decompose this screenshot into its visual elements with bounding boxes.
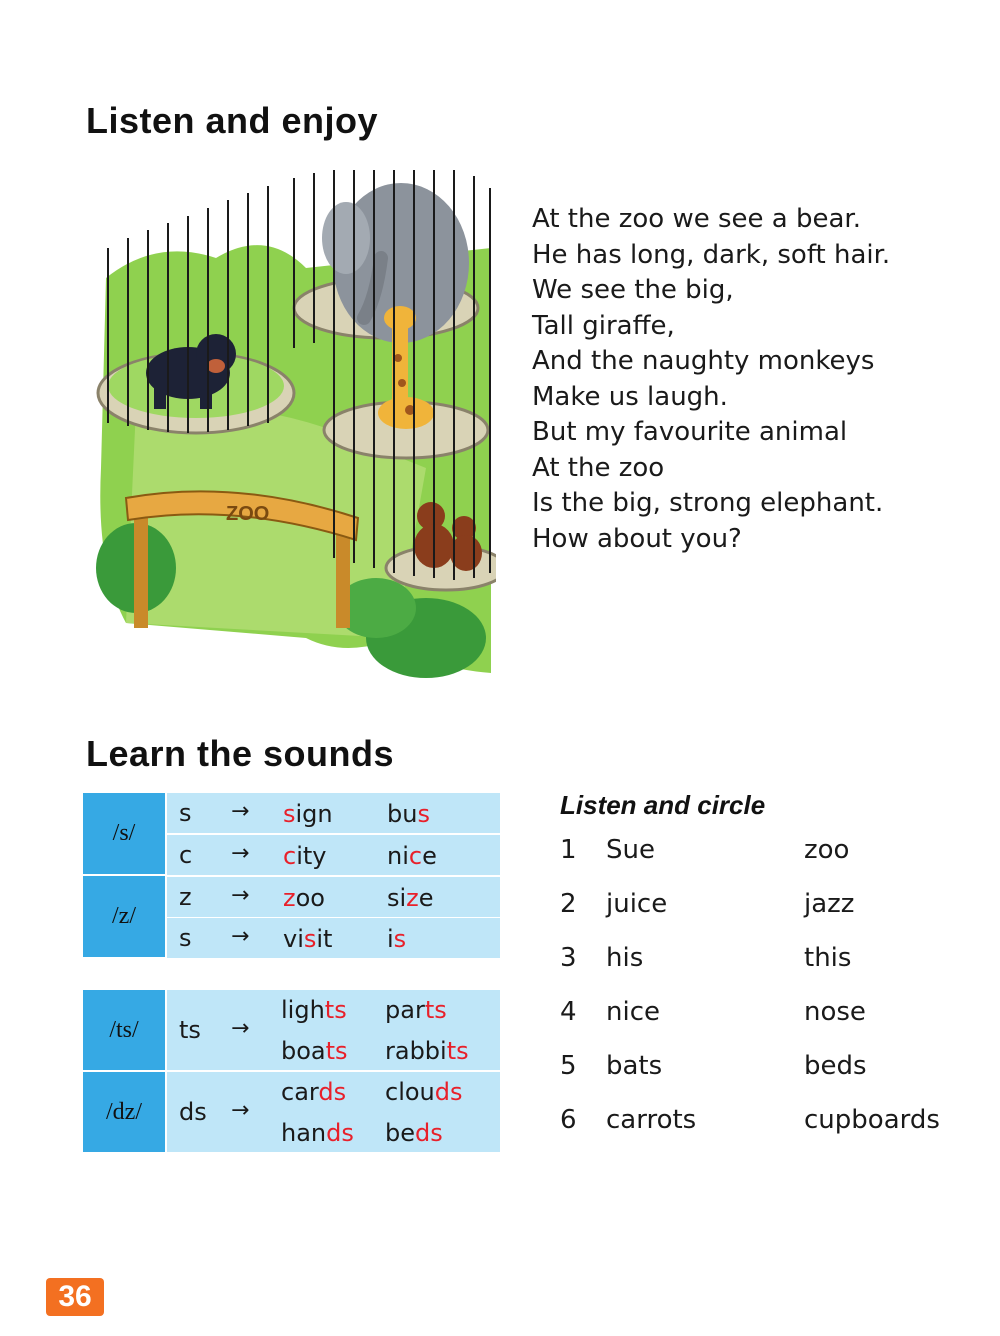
arrow-icon: →: [231, 841, 250, 866]
word-part: clou: [385, 1078, 435, 1106]
word-option-a: bats: [606, 1051, 663, 1081]
example-word: [281, 996, 347, 1024]
word-part: oo: [295, 884, 325, 912]
item-number: 1: [560, 835, 577, 865]
word-part: car: [281, 1078, 319, 1106]
example-word: [387, 842, 437, 870]
item-number: 3: [560, 943, 577, 973]
example-word: [281, 1119, 354, 1147]
example-word: [385, 996, 447, 1024]
word-option-a: his: [606, 943, 644, 973]
word-part: ds: [434, 1078, 463, 1106]
example-word: [283, 925, 332, 953]
word-part: bu: [387, 800, 418, 828]
word-part: rabbi: [385, 1037, 447, 1065]
example-word: [281, 1078, 346, 1106]
example-word: [283, 884, 325, 912]
example-word: [387, 925, 406, 953]
item-number: 5: [560, 1051, 577, 1081]
table-row: [167, 918, 500, 958]
word-option-a: carrots: [606, 1105, 697, 1135]
arrow-icon: →: [231, 799, 250, 824]
table-row: [167, 877, 500, 917]
poem-line: At the zoo we see a bear.: [532, 204, 861, 234]
poem-line: Is the big, strong elephant.: [532, 488, 884, 518]
word-option-b: zoo: [804, 835, 850, 865]
letter-cell: ds: [179, 1098, 207, 1126]
example-word: [283, 842, 326, 870]
letter-cell: c: [179, 841, 193, 869]
poem-line: Tall giraffe,: [532, 310, 675, 341]
word-part: ts: [325, 1037, 348, 1065]
word-part: i: [387, 925, 394, 953]
word-part: ni: [387, 842, 409, 870]
word-part: boa: [281, 1037, 326, 1065]
word-part: ign: [295, 800, 333, 828]
poem-line: How about you?: [532, 523, 742, 554]
word-part: e: [418, 884, 434, 912]
word-part: be: [385, 1119, 415, 1147]
poem-line: Make us laugh.: [532, 381, 728, 412]
letter-cell: z: [179, 883, 192, 911]
phoneme-cell: /s/: [83, 793, 165, 874]
word-part: s: [393, 925, 407, 953]
word-part: ds: [326, 1119, 354, 1147]
word-part: han: [281, 1119, 327, 1147]
example-word: [385, 1037, 469, 1065]
example-word: [387, 800, 430, 828]
poem: [532, 202, 890, 557]
word-option-b: beds: [804, 1051, 867, 1081]
letter-cell: s: [179, 924, 192, 952]
item-number: 2: [560, 889, 577, 919]
arrow-icon: →: [231, 924, 250, 949]
word-option-a: Sue: [606, 835, 655, 865]
item-number: 4: [560, 997, 577, 1027]
poem-line: We see the big,: [532, 275, 734, 305]
poem-line: At the zoo: [532, 452, 665, 483]
word-option-b: nose: [804, 997, 866, 1027]
word-option-b: cupboards: [804, 1105, 940, 1135]
word-part: ligh: [281, 996, 325, 1024]
word-part: ds: [415, 1119, 443, 1147]
word-option-a: juice: [606, 889, 668, 919]
sounds-table-ts-dz: [83, 990, 500, 1154]
word-part: s: [303, 925, 317, 953]
poem-line: But my favourite animal: [532, 417, 848, 447]
poem-line: And the naughty monkeys: [532, 346, 875, 376]
word-option-a: nice: [606, 997, 660, 1027]
word-part: vi: [283, 925, 304, 953]
item-number: 6: [560, 1105, 577, 1135]
arrow-icon: →: [231, 883, 250, 908]
svg-text:ZOO: ZOO: [226, 503, 270, 525]
word-part: ity: [296, 842, 327, 870]
word-part: c: [408, 842, 423, 870]
word-part: z: [406, 884, 419, 912]
word-part: ts: [324, 996, 347, 1024]
listen-and-circle-title: Listen and circle: [560, 790, 766, 820]
phoneme-cell: /z/: [83, 876, 165, 957]
word-part: it: [316, 925, 333, 953]
poem-line: He has long, dark, soft hair.: [532, 239, 891, 270]
table-row: [167, 835, 500, 875]
example-word: [387, 884, 434, 912]
word-part: ts: [424, 996, 447, 1024]
word-option-b: jazz: [804, 889, 855, 919]
phoneme-cell: /dz/: [83, 1072, 165, 1152]
example-word: [283, 800, 333, 828]
letter-cell: ts: [179, 1016, 201, 1044]
sounds-table-s-z: [83, 793, 500, 959]
heading-listen-and-enjoy: Listen and enjoy: [86, 100, 379, 141]
word-option-b: this: [804, 943, 852, 973]
arrow-icon: →: [231, 1098, 250, 1123]
example-word: [385, 1119, 443, 1147]
table-row: [167, 793, 500, 833]
word-part: s: [417, 800, 430, 828]
word-part: s: [283, 800, 296, 828]
phoneme-cell: /ts/: [83, 990, 165, 1070]
page-number-badge: 36: [46, 1278, 104, 1316]
arrow-icon: →: [231, 1016, 250, 1041]
letter-cell: s: [179, 799, 192, 827]
word-part: z: [283, 884, 296, 912]
word-part: e: [422, 842, 437, 870]
zoo-illustration: [96, 168, 496, 683]
word-part: si: [387, 884, 407, 912]
word-part: ts: [446, 1037, 469, 1065]
heading-learn-the-sounds: Learn the sounds: [86, 733, 395, 774]
word-part: c: [283, 842, 297, 870]
word-part: ds: [318, 1078, 347, 1106]
example-word: [385, 1078, 463, 1106]
word-part: par: [385, 996, 425, 1024]
example-word: [281, 1037, 348, 1065]
